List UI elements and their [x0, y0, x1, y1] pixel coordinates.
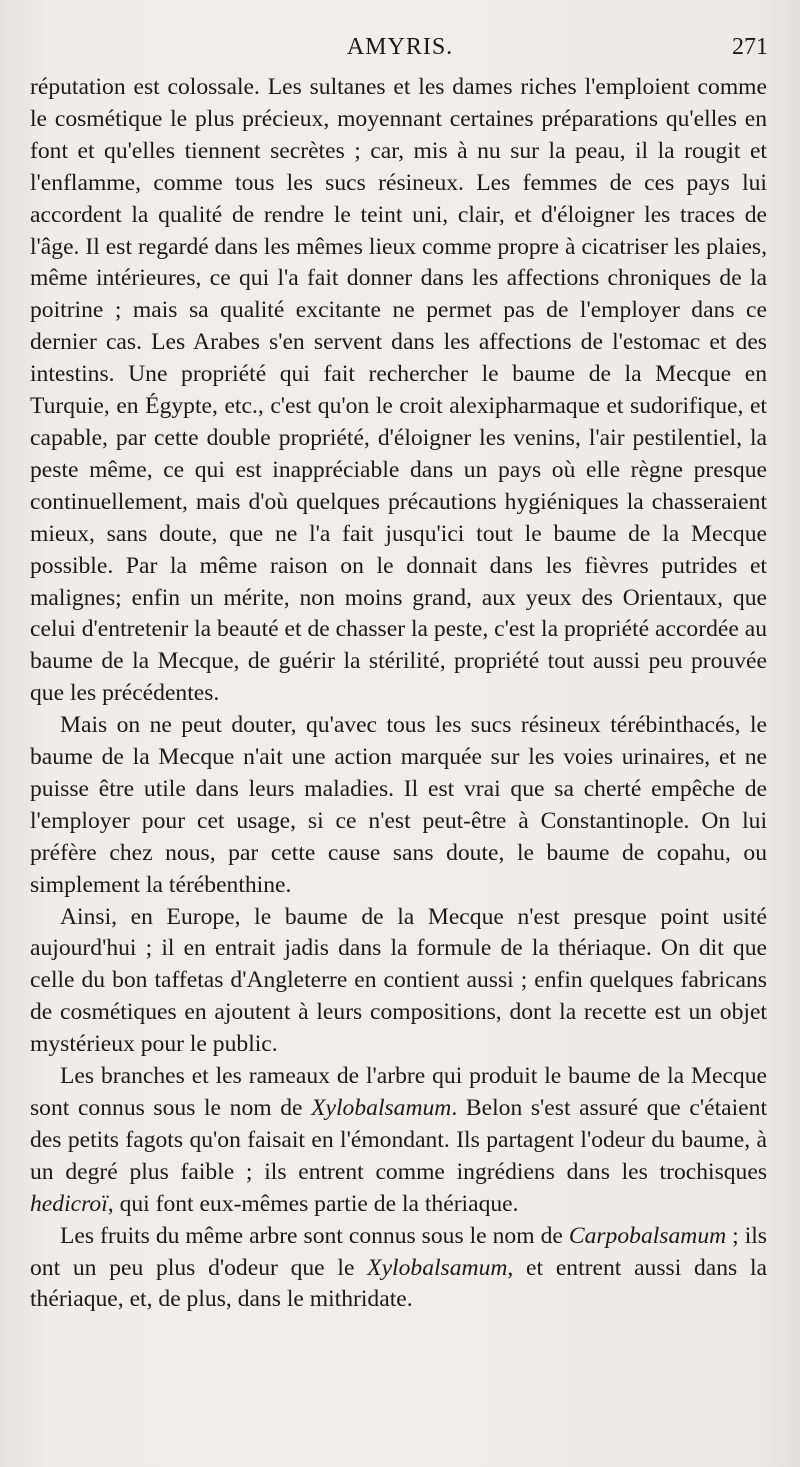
paragraph-4-text-c: , qui font eux-mêmes partie de la thériaque.	[107, 1190, 519, 1217]
paragraph-3	[30, 902, 767, 1062]
paragraph-5	[30, 1221, 767, 1317]
page-header	[0, 34, 800, 70]
term-hedicroi: hedicroï	[30, 1190, 108, 1217]
term-carpobalsamum: Carpobalsamum	[568, 1222, 727, 1249]
paragraph-2-text: Mais on ne peut douter, qu'avec tous les sucs résineux térébinthacés, le baume de la Mecque n'ait une action marquée sur les voies urinaires, et ne puisse être utile dans leurs maladies. Il est vrai que sa cherté empêche de l'employer pour cet usage, si ce n'est peut-être à Constantinople. On lui préfère chez nous, par cette cause sans doute, le baume de copahu, ou simplement la térébenthine.	[30, 712, 767, 898]
paragraph-1-text: réputation est colossale. Les sultanes et les dames riches l'emploient comme le cosmétique le plus précieux, moyennant certaines préparations qu'elles en font et qu'elles tiennent secrètes ; car, mis à nu sur la peau, il la rougit et l'enflamme, comme tous les sucs résineux. Les femmes de ces pays lui accordent la qualité de rendre le teint uni, clair, et d'éloigner les traces de l'âge. Il est regardé dans les mêmes lieux comme propre à cicatriser les plaies, même intérieures, ce qui l'a fait donner dans les affections chroniques de la poitrine ; mais sa qualité excitante ne permet pas de l'employer dans ce dernier cas. Les Arabes s'en servent dans les affections de l'estomac et des intestins. Une propriété qui fait rechercher le baume de la Mecque en Turquie, en Égypte, etc., c'est qu'on le croit alexipharmaque et sudorifique, et capable, par cette double propriété, d'éloigner les venins, l'air pestilentiel, la peste même, ce qui est inappréciable dans un pays où elle règne presque continuellement, mais d'où quelques précautions hygiéniques la chasseraient mieux, sans doute, que ne l'a fait jusqu'ici tout le baume de la Mecque possible. Par la même raison on le donnait dans les fièvres putrides et malignes; enfin un mérite, non moins grand, aux yeux des Orientaux, que celui d'entretenir la beauté et de chasser la peste, c'est la propriété accordée au baume de la Mecque, de guérir la stérilité, propriété tout aussi peu prouvée que les précédentes.	[30, 74, 767, 707]
paragraph-5-text-b: ; ils ont un peu plus d'odeur que le	[30, 1222, 767, 1281]
page-number: 271	[732, 34, 768, 60]
paragraph-4-text-a: Les branches et les rameaux de l'arbre qui produit le baume de la Mecque sont connus sous le nom de	[30, 1063, 767, 1121]
body-text	[30, 72, 767, 1316]
paragraph-4	[30, 1061, 767, 1221]
paragraph-5-text-c: , et entrent aussi dans la thériaque, et, de plus, dans le mithridate.	[30, 1254, 767, 1313]
term-xylobalsamum-2: Xylobalsamum	[367, 1254, 508, 1281]
term-xylobalsamum: Xylobalsamum	[311, 1095, 452, 1121]
paragraph-2	[30, 710, 767, 901]
paragraph-1	[30, 72, 767, 710]
paragraph-4-text-b: . Belon s'est assuré que c'étaient des petits fagots qu'on faisait en l'émondant. Ils partagent l'odeur du baume, à un degré plus faible ; ils entrent comme ingrédiens dans les trochisques	[30, 1095, 767, 1185]
paragraph-3-text: Ainsi, en Europe, le baume de la Mecque n'est presque point usité aujourd'hui ; il en entrait jadis dans la formule de la thériaque. On dit que celle du bon taffetas d'Angleterre en contient aussi ; enfin quelques fabricans de cosmétiques en ajoutent à leurs compositions, dont la recette est un objet mystérieux pour le public.	[30, 903, 767, 1058]
running-title: AMYRIS.	[346, 34, 454, 60]
paragraph-5-text-a: Les fruits du même arbre sont connus sous le nom de	[60, 1222, 569, 1249]
